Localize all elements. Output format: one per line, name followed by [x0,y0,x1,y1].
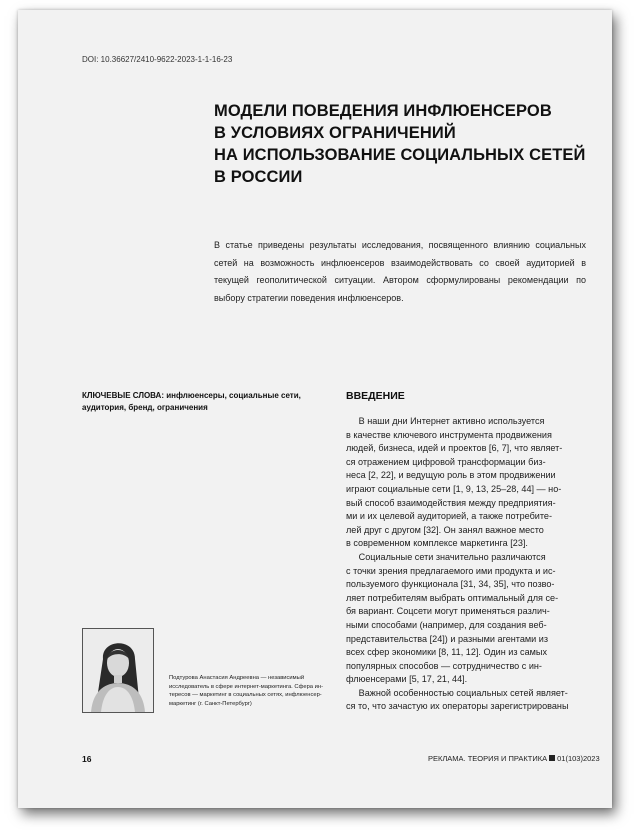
body-line: ми и их целевой аудиторией, а также потребите- [346,511,553,522]
title-line: В УСЛОВИЯХ ОГРАНИЧЕНИЙ [214,124,456,142]
title-line: НА ИСПОЛЬЗОВАНИЕ СОЦИАЛЬНЫХ СЕТЕЙ [214,146,586,164]
body-line: лей друг с другом [32]. Он занял важное место [346,524,544,535]
body-line: ляет потребителям выбрать оптимальный для се- [346,592,559,603]
author-portrait-image [83,629,153,712]
author-photo [82,628,154,713]
page-number: 16 [82,754,92,764]
body-line: Важной особенностью социальных сетей являет- [346,687,568,698]
body-line: Социальные сети значительно различаются [346,551,546,562]
body-line: людей, бизнеса, идей и проектов [6, 7], что являет- [346,443,563,454]
body-line: неса [2, 22], и ведущую роль в этом продвижении [346,470,556,481]
keywords: КЛЮЧЕВЫЕ СЛОВА: инфлюенсеры, социальные сети, аудитория, бренд, ограничения [82,391,301,412]
body-line: бя вариант. Соцсети могут применяться различ- [346,606,550,617]
author-line: маркетинг (г. Санкт-Петербург) [169,700,252,707]
body-line: ными способами (например, для создания веб- [346,619,547,630]
journal-issue: 01(103)2023 [557,754,600,763]
body-line: популярных способов — сотрудничество с ин- [346,660,542,671]
author-line: исследователь в сфере интернет-маркетинга. Сфера ин- [169,683,324,690]
body-line: с точки зрения предлагаемого ими продукта и ис- [346,565,556,576]
body-line: в современном комплексе маркетинга [23]. [346,538,528,549]
author-line: тересов — маркетинг в социальных сетях, инфлюенсер- [169,692,322,699]
square-bullet-icon [549,755,555,761]
body-line: в качестве ключевого инструмента продвижения [346,429,552,440]
abstract: В статье приведены результаты исследования, посвященного влиянию социальных сетей на возможность инфлюенсеров взаимодействовать со своей аудиторией в текущей геополитической ситуации. Автором сформулированы рекомендации по выбору стратегии поведения инфлюенсеров. [214,240,586,303]
body-line: представительства [24]) и разными агентами из [346,633,549,644]
journal-name: РЕКЛАМА. ТЕОРИЯ И ПРАКТИКА [428,754,548,763]
article-title [214,100,604,188]
author-info [169,674,339,708]
body-line: флюенсерами [5, 17, 21, 44]. [346,674,468,685]
journal-page [18,10,612,808]
body-text [346,415,600,714]
title-line: В РОССИИ [214,168,303,186]
body-line: играют социальные сети [1, 9, 13, 25–28, 44] — но- [346,483,562,494]
body-line: пользуемого функционала [31, 34, 35], что позво- [346,579,555,590]
section-heading: ВВЕДЕНИЕ [346,390,405,402]
title-line: МОДЕЛИ ПОВЕДЕНИЯ ИНФЛЮЕНСЕРОВ [214,102,552,120]
author-line: Подтурова Анастасия Андреевна — независимый [169,675,305,681]
body-line: всех сфер экономики [8, 11, 12]. Один из самых [346,647,547,658]
body-line: ся то, что зачастую их операторы зарегистрированы [346,701,569,712]
doi-label: DOI: 10.36627/2410-9622-2023-1-1-16-23 [82,55,233,64]
journal-footer [428,754,600,763]
body-line: ся отражением цифровой трансформации биз- [346,456,546,467]
body-line: В наши дни Интернет активно используется [346,416,545,426]
body-line: вый способ взаимодействия между предприятия- [346,497,556,508]
